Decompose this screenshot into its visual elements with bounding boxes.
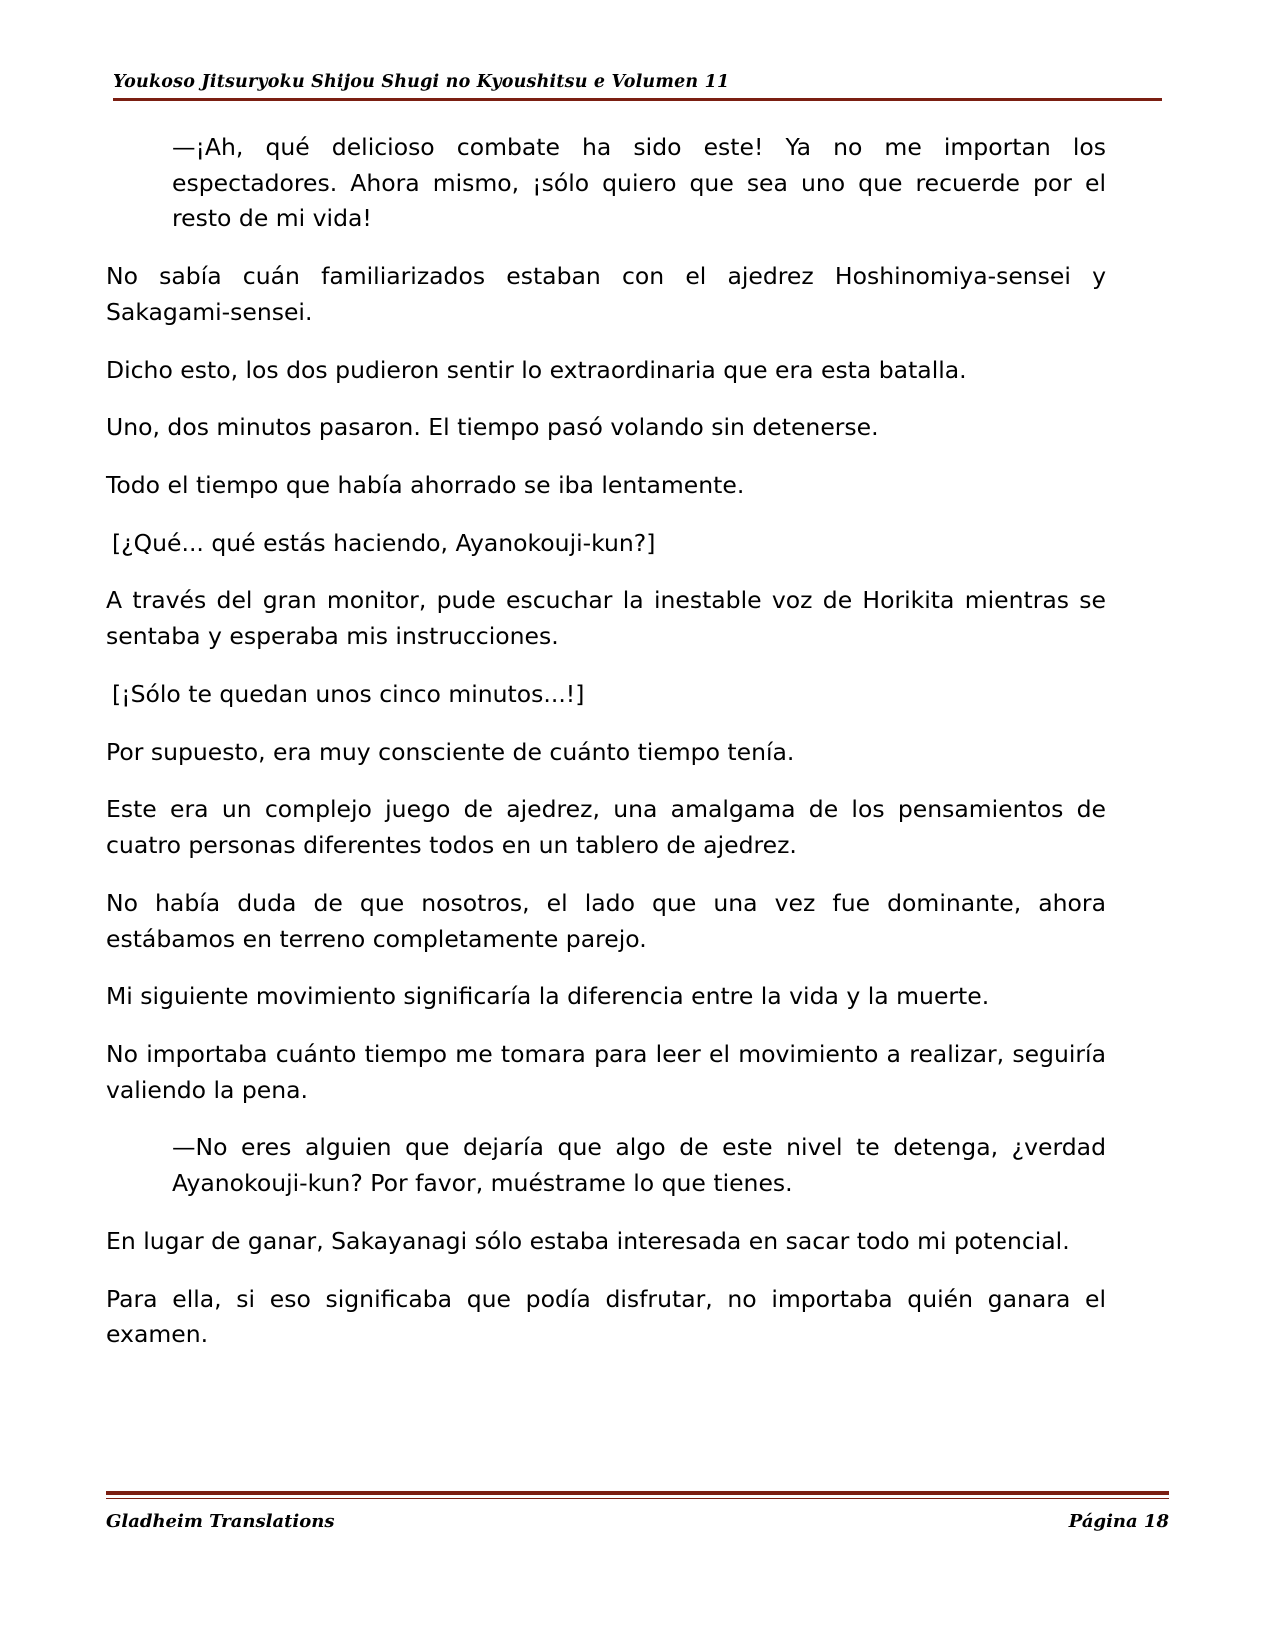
body-paragraph: Por supuesto, era muy consciente de cuánto tiempo tenía.	[106, 737, 795, 766]
body-paragraph: Mi siguiente movimiento significaría la diferencia entre la vida y la muerte.	[106, 982, 990, 1011]
header-divider	[113, 98, 1162, 101]
body-paragraph: No había duda de que nosotros, el lado que una vez fue dominante, ahora estábamos en terreno completamente parejo.	[106, 888, 1106, 953]
body-paragraph: —¡Ah, qué delicioso combate ha sido este! Ya no me importan los espectadores. Ahora mismo, ¡sólo quiero que sea uno que recuerde por el resto de mi vida!	[172, 133, 1106, 233]
footer-divider-thin	[106, 1498, 1169, 1499]
body-paragraph: A través del gran monitor, pude escuchar la inestable voz de Horikita mientras se sentaba y esperaba mis instrucciones.	[106, 586, 1106, 651]
header-title: Youkoso Jitsuryoku Shijou Shugi no Kyoushitsu e Volumen 11	[113, 72, 730, 92]
body-paragraph: Dicho esto, los dos pudieron sentir lo extraordinaria que era esta batalla.	[106, 355, 967, 384]
footer-row	[106, 1511, 1169, 1532]
body-paragraph: Uno, dos minutos pasaron. El tiempo pasó volando sin detenerse.	[106, 413, 879, 442]
page-body	[106, 130, 1106, 1375]
body-paragraph: [¡Sólo te quedan unos cinco minutos...!]	[112, 679, 585, 708]
body-paragraph: [¿Qué... qué estás haciendo, Ayanokouji-kun?]	[112, 528, 656, 557]
page-number: Página 18	[1068, 1511, 1169, 1532]
page-header	[113, 72, 1162, 101]
footer-credit: Gladheim Translations	[106, 1511, 335, 1532]
body-paragraph: En lugar de ganar, Sakayanagi sólo estaba interesada en sacar todo mi potencial.	[106, 1226, 1070, 1255]
body-paragraph: Para ella, si eso significaba que podía disfrutar, no importaba quién ganara el examen.	[106, 1284, 1106, 1349]
body-paragraph: No importaba cuánto tiempo me tomara para leer el movimiento a realizar, seguiría valiendo la pena.	[106, 1039, 1106, 1104]
body-paragraph: No sabía cuán familiarizados estaban con el ajedrez Hoshinomiya-sensei y Sakagami-sensei.	[106, 262, 1106, 326]
body-paragraph: Todo el tiempo que había ahorrado se iba lentamente.	[106, 471, 745, 500]
body-paragraph: Este era un complejo juego de ajedrez, una amalgama de los pensamientos de cuatro personas diferentes todos en un tablero de ajedrez.	[106, 795, 1106, 860]
body-paragraph: —No eres alguien que dejaría que algo de este nivel te detenga, ¿verdad Ayanokouji-kun? Por favor, muéstrame lo que tienes.	[172, 1133, 1106, 1198]
footer-divider-thick	[106, 1491, 1169, 1495]
page-footer	[106, 1491, 1169, 1532]
